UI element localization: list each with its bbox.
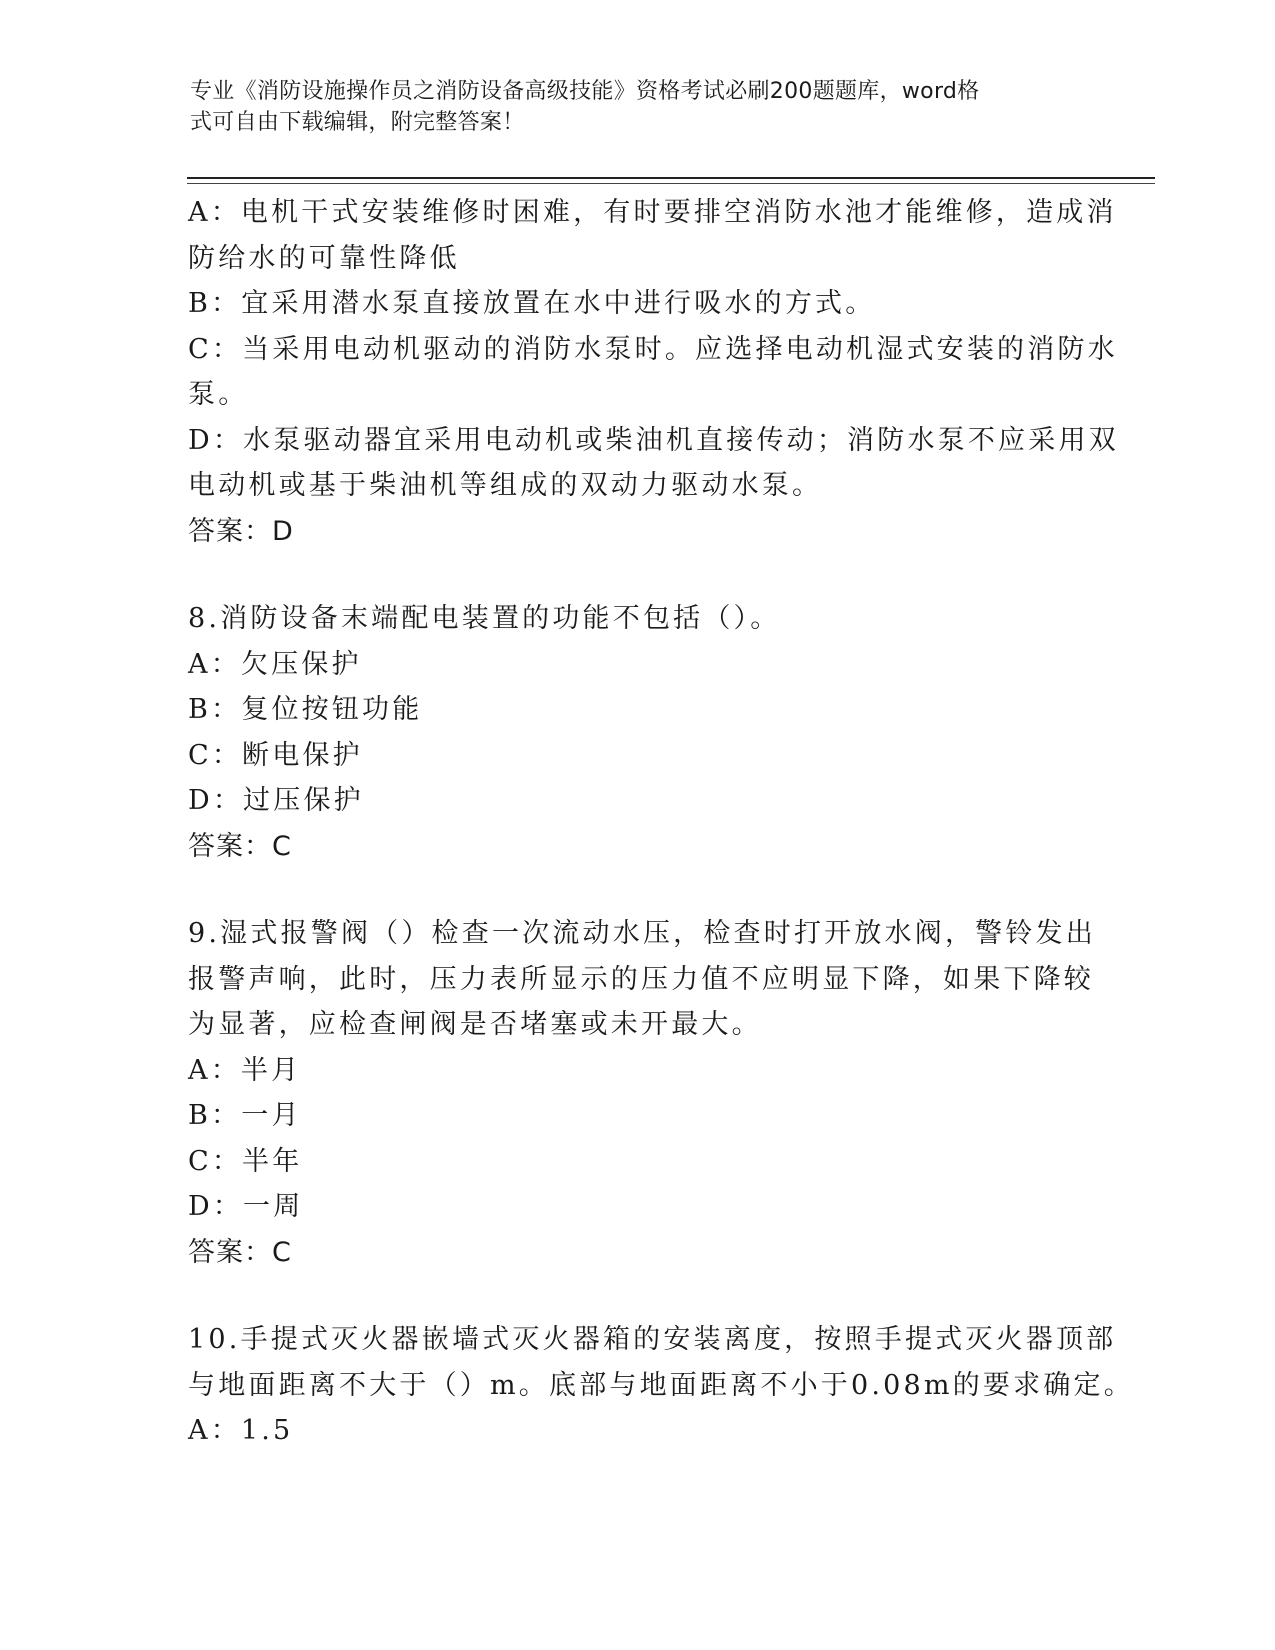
question-9-block [188,911,1096,1275]
header-line-2: 式可自由下载编辑，附完整答案！ [190,110,525,135]
spacer [188,869,1088,911]
q9-question-line-3: 为显著，应检查闸阀是否堵塞或未开最大。 [188,1009,762,1040]
spacer [188,554,1088,596]
q10-question-line-1: 10.手提式灭火器嵌墙式灭火器箱的安装离度，按照手提式灭火器顶部 [188,1324,1117,1355]
q8-option-b: B：复位按钮功能 [188,694,423,725]
header-rule-thick [187,177,1155,179]
header-line-1: 专业《消防设施操作员之消防设备高级技能》资格考试必刷200题题库，word格 [190,79,980,104]
q9-option-d: D：一周 [188,1191,304,1222]
q7-answer: 答案：D [188,515,294,547]
question-8-block [188,596,1088,869]
q9-question-line-1: 9.湿式报警阀（）检查一次流动水压，检查时打开放水阀，警铃发出 [188,918,1096,949]
q8-answer: 答案：C [188,830,292,862]
document-header [190,76,1070,138]
q8-option-d: D：过压保护 [188,785,364,816]
header-rule-thin [187,183,1155,184]
q7-option-a-line-1: A：电机干式安装维修时困难，有时要排空消防水池才能维修，造成消 [188,197,1117,228]
q7-option-a-line-2: 防给水的可靠性降低 [188,242,460,274]
question-7-block [188,190,1119,554]
q7-option-c-line-2: 泵。 [188,379,249,410]
q9-option-a: A：半月 [188,1054,302,1086]
q7-option-b: B：宜采用潜水泵直接放置在水中进行吸水的方式。 [188,288,876,319]
q8-option-a: A：欠压保护 [188,648,362,680]
q10-question-line-2: 与地面距离不大于（）m。底部与地面距离不小于0.08m的要求确定。 [188,1369,1134,1401]
q7-option-d-line-2: 电动机或基于柴油机等组成的双动力驱动水泵。 [188,470,823,501]
question-content [188,190,1134,1454]
q8-option-c: C：断电保护 [188,739,363,771]
q8-question: 8.消防设备末端配电装置的功能不包括（）。 [188,603,781,634]
q9-option-c: C：半年 [188,1145,303,1177]
q7-option-c-line-1: C：当采用电动机驱动的消防水泵时。应选择电动机湿式安装的消防水 [188,333,1118,365]
q9-answer: 答案：C [188,1236,292,1268]
spacer [188,1275,1088,1317]
q7-option-d-line-1: D：水泵驱动器宜采用电动机或柴油机直接传动；消防水泵不应采用双 [188,424,1119,456]
q9-question-line-2: 报警声响，此时，压力表所显示的压力值不应明显下降，如果下降较 [188,963,1094,995]
q10-option-a: A：1.5 [188,1415,294,1446]
question-10-block [188,1317,1134,1454]
q9-option-b: B：一月 [188,1100,302,1131]
